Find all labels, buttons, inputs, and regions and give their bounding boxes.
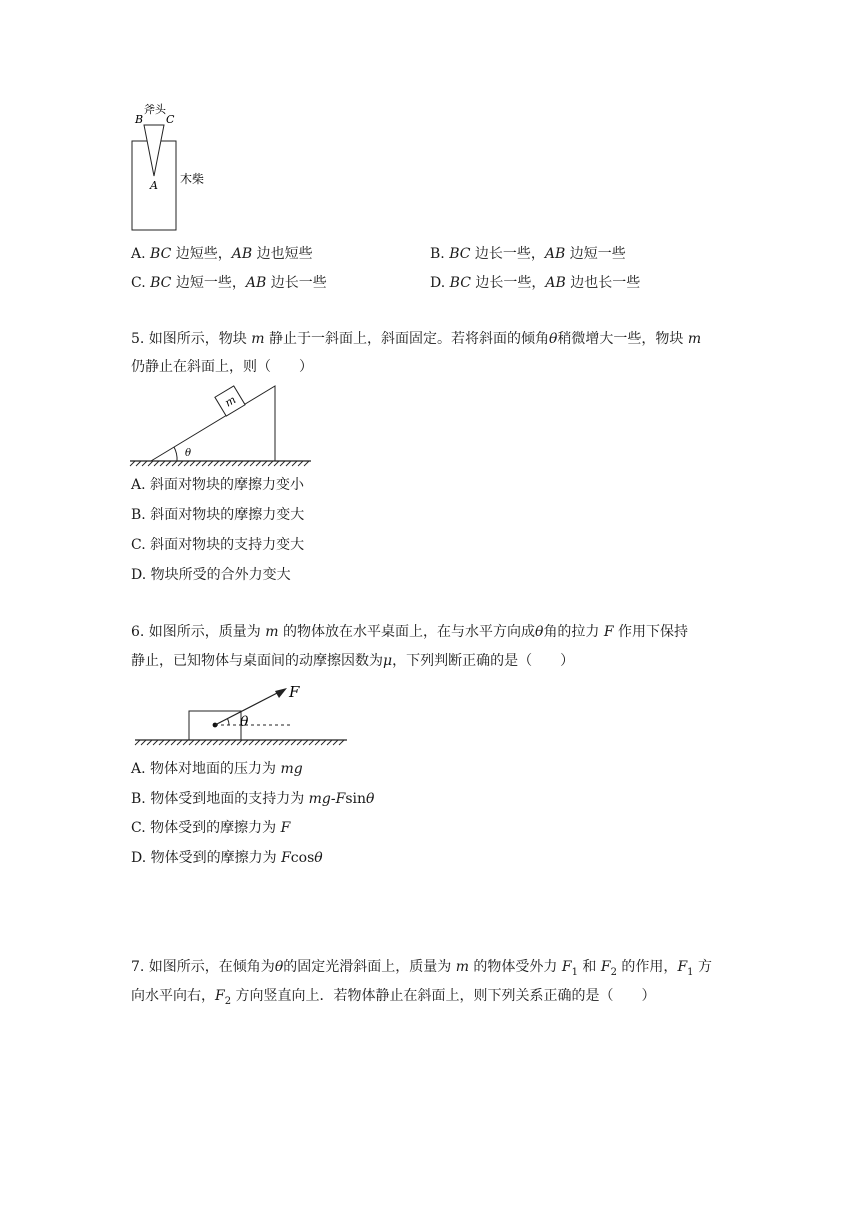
q7-stem-text-b: 的固定光滑斜面上，质量为 [283, 959, 456, 975]
q5-option-a[interactable]: A. 斜面对物块的摩擦力变小 [131, 477, 305, 493]
hatch-stroke [142, 461, 147, 466]
q6-stem-text-f: ，下列判断正确的是（ ） [392, 653, 575, 669]
q4-option-c-text2: 边长一些 [266, 275, 327, 291]
q6-option-a[interactable] [131, 759, 303, 779]
hatch-stroke [267, 740, 272, 745]
q4-option-c-var1: BC [150, 275, 172, 291]
hatch-stroke [135, 740, 140, 745]
q5-stem-text-c: 稍微增大一些，物块 [557, 331, 688, 347]
q5-option-c[interactable]: C. 斜面对物块的支持力变大 [131, 537, 305, 553]
q5-stem-text-a: 5. 如图所示，物块 [131, 331, 252, 347]
q4-option-a-prefix: A. [131, 246, 151, 262]
incline-block [215, 386, 245, 416]
q6-stem-text-b: 的物体放在水平桌面上，在与水平方向成 [278, 624, 535, 640]
hatch-stroke [280, 461, 285, 466]
q5-stem-line-1 [131, 329, 701, 349]
hatch-stroke [154, 461, 159, 466]
incline-triangle [151, 386, 275, 461]
q4-option-a-var2: AB [231, 246, 253, 262]
q7-stem-var-f1: F [561, 959, 572, 975]
q4-option-b-text2: 边短一些 [565, 246, 626, 262]
q7-stem-text-d: 和 [577, 959, 601, 975]
q6-stem-text-a: 6. 如图所示，质量为 [131, 624, 266, 640]
q6-option-b-theta: θ [366, 791, 375, 807]
incline-block-label: m [222, 393, 239, 410]
hatch-stroke [214, 461, 219, 466]
q7-stem-text-h: 方向竖直向上．若物体静止在斜面上，则下列关系正确的是（ ） [231, 988, 656, 1004]
hatch-stroke [250, 461, 255, 466]
q6-stem-var-mu: μ [383, 653, 393, 669]
hatch-stroke [171, 740, 176, 745]
q5-stem-line-2: 仍静止在斜面上，则（ ） [131, 359, 313, 375]
q4-option-a-text2: 边也短些 [252, 246, 313, 262]
q5-stem-text-b: 静止于一斜面上，斜面固定。若将斜面的倾角 [264, 331, 549, 347]
q4-option-c-text1: 边短一些， [171, 275, 246, 291]
hatch-stroke [165, 740, 170, 745]
q5-option-b[interactable]: B. 斜面对物块的摩擦力变大 [131, 507, 305, 523]
q6-stem-var-f: F [603, 624, 614, 640]
hatch-stroke [327, 740, 332, 745]
ground-hatch [130, 461, 309, 466]
hatch-stroke [255, 740, 260, 745]
hatch-stroke [207, 740, 212, 745]
pull-force-figure [125, 680, 355, 752]
hatch-stroke [231, 740, 236, 745]
angle-label: θ [240, 714, 249, 730]
q4-option-b-var1: BC [449, 246, 471, 262]
hatch-stroke [249, 740, 254, 745]
q5-stem-var-m2: m [687, 331, 702, 347]
hatch-stroke [141, 740, 146, 745]
hatch-stroke [196, 461, 201, 466]
q6-stem-text-c: 角的拉力 [543, 624, 604, 640]
axe-wedge [144, 125, 164, 176]
q7-stem-text-g: 向水平向右， [131, 988, 215, 1004]
hatch-stroke [279, 740, 284, 745]
hatch-stroke [291, 740, 296, 745]
q6-option-a-text: A. 物体对地面的压力为 [131, 761, 281, 777]
q4-option-b[interactable] [430, 244, 626, 264]
hatch-stroke [172, 461, 177, 466]
hatch-stroke [285, 740, 290, 745]
q6-stem-text-e: 静止，已知物体与桌面间的动摩擦因数为 [131, 653, 383, 669]
q7-stem-var-f4: F [215, 988, 225, 1004]
q6-option-d-text: D. 物体受到的摩擦力为 [131, 850, 282, 866]
q6-option-b[interactable] [131, 789, 374, 809]
q4-option-c-var2: AB [245, 275, 267, 291]
hatch-stroke [303, 740, 308, 745]
hatch-stroke [159, 740, 164, 745]
q6-option-d-var: F [281, 850, 291, 866]
q7-stem-var-f3: F [677, 959, 688, 975]
hatch-stroke [208, 461, 213, 466]
hatch-stroke [262, 461, 267, 466]
q4-option-a-var1: BC [150, 246, 172, 262]
q4-option-d-text1: 边长一些， [470, 275, 546, 291]
hatch-stroke [195, 740, 200, 745]
q4-option-d-var2: AB [545, 275, 566, 291]
hatch-stroke [297, 740, 302, 745]
force-arrow-line [215, 690, 283, 725]
q4-option-b-var2: AB [544, 246, 566, 262]
q7-stem-text-e: 的作用， [616, 959, 678, 975]
wood-label: 木柴 [180, 172, 205, 186]
q4-option-d-text2: 边也长一些 [565, 275, 641, 291]
q4-option-a[interactable] [131, 244, 313, 264]
axe-wood-figure [120, 98, 230, 238]
q6-option-c[interactable] [131, 818, 290, 838]
q6-option-d-theta: θ [314, 850, 323, 866]
hatch-stroke [237, 740, 242, 745]
q7-stem-sub-4: 2 [224, 995, 232, 1007]
q6-option-b-var: mg-F [308, 791, 346, 807]
hatch-stroke [225, 740, 230, 745]
hatch-stroke [184, 461, 189, 466]
hatch-stroke [183, 740, 188, 745]
hatch-stroke [166, 461, 171, 466]
hatch-stroke [333, 740, 338, 745]
incline-figure [125, 380, 325, 470]
q7-stem-line-1 [131, 957, 712, 983]
q4-option-b-prefix: B. [430, 246, 450, 262]
q7-stem-sub-3: 1 [687, 966, 694, 978]
q4-option-d-var1: BC [449, 275, 471, 291]
q4-option-b-text1: 边长一些， [470, 246, 545, 262]
hatch-stroke [244, 461, 249, 466]
point-b-label: B [135, 113, 144, 126]
point-c-label: C [166, 113, 175, 126]
hatch-stroke [177, 740, 182, 745]
q4-option-c[interactable] [131, 273, 327, 293]
hatch-stroke [273, 740, 278, 745]
q4-option-a-text1: 边短些， [171, 246, 232, 262]
q5-stem-var-theta: θ [549, 331, 558, 347]
incline-angle-label: θ [185, 448, 192, 459]
q6-stem-line-1 [131, 622, 688, 642]
q6-stem-var-theta: θ [535, 624, 544, 640]
hatch-stroke [261, 740, 266, 745]
hatch-stroke [136, 461, 141, 466]
hatch-stroke [298, 461, 303, 466]
hatch-stroke [148, 461, 153, 466]
force-arrow-head [275, 688, 287, 698]
q6-option-c-var: F [280, 820, 291, 836]
q4-option-d[interactable] [430, 273, 640, 293]
q7-stem-line-2 [131, 986, 656, 1012]
q7-stem-var-f2: F [600, 959, 611, 975]
hatch-stroke [243, 740, 248, 745]
q6-option-a-var: mg [280, 761, 303, 777]
hatch-stroke [201, 740, 206, 745]
q7-stem-var-m: m [455, 959, 469, 975]
table-hatch [135, 740, 344, 745]
hatch-stroke [339, 740, 344, 745]
hatch-stroke [256, 461, 261, 466]
incline-angle-arc [174, 447, 177, 461]
q6-option-b-fn: sin [345, 791, 367, 807]
point-a-label: A [150, 179, 158, 192]
hatch-stroke [147, 740, 152, 745]
q6-option-c-text: C. 物体受到的摩擦力为 [131, 820, 281, 836]
hatch-stroke [238, 461, 243, 466]
hatch-stroke [286, 461, 291, 466]
hatch-stroke [202, 461, 207, 466]
q6-option-d-fn: cos [290, 850, 315, 866]
q4-option-d-prefix: D. [430, 275, 450, 291]
hatch-stroke [309, 740, 314, 745]
q6-option-d[interactable] [131, 848, 323, 868]
hatch-stroke [189, 740, 194, 745]
q6-stem-text-d: 作用下保持 [613, 624, 689, 640]
hatch-stroke [226, 461, 231, 466]
hatch-stroke [213, 740, 218, 745]
q6-stem-var-m: m [265, 624, 279, 640]
q6-stem-line-2 [131, 651, 574, 671]
hatch-stroke [268, 461, 273, 466]
q7-stem-text-a: 7. 如图所示，在倾角为 [131, 959, 275, 975]
q5-stem-var-m: m [251, 331, 265, 347]
hatch-stroke [220, 461, 225, 466]
q4-option-c-prefix: C. [131, 275, 151, 291]
axe-label: 斧头 [144, 103, 166, 116]
hatch-stroke [232, 461, 237, 466]
q7-stem-sub-2: 2 [610, 966, 617, 978]
hatch-stroke [160, 461, 165, 466]
hatch-stroke [292, 461, 297, 466]
hatch-stroke [304, 461, 309, 466]
q5-option-d[interactable]: D. 物块所受的合外力变大 [131, 567, 291, 583]
hatch-stroke [130, 461, 135, 466]
hatch-stroke [321, 740, 326, 745]
hatch-stroke [178, 461, 183, 466]
force-label: F [289, 683, 300, 701]
q7-stem-text-c: 的物体受外力 [468, 959, 562, 975]
q7-stem-var-theta: θ [274, 959, 284, 975]
q7-stem-text-f: 方 [693, 959, 712, 975]
hatch-stroke [219, 740, 224, 745]
hatch-stroke [190, 461, 195, 466]
q6-option-b-text: B. 物体受到地面的支持力为 [131, 791, 309, 807]
hatch-stroke [153, 740, 158, 745]
hatch-stroke [315, 740, 320, 745]
hatch-stroke [274, 461, 279, 466]
q7-stem-sub-1: 1 [571, 966, 578, 978]
